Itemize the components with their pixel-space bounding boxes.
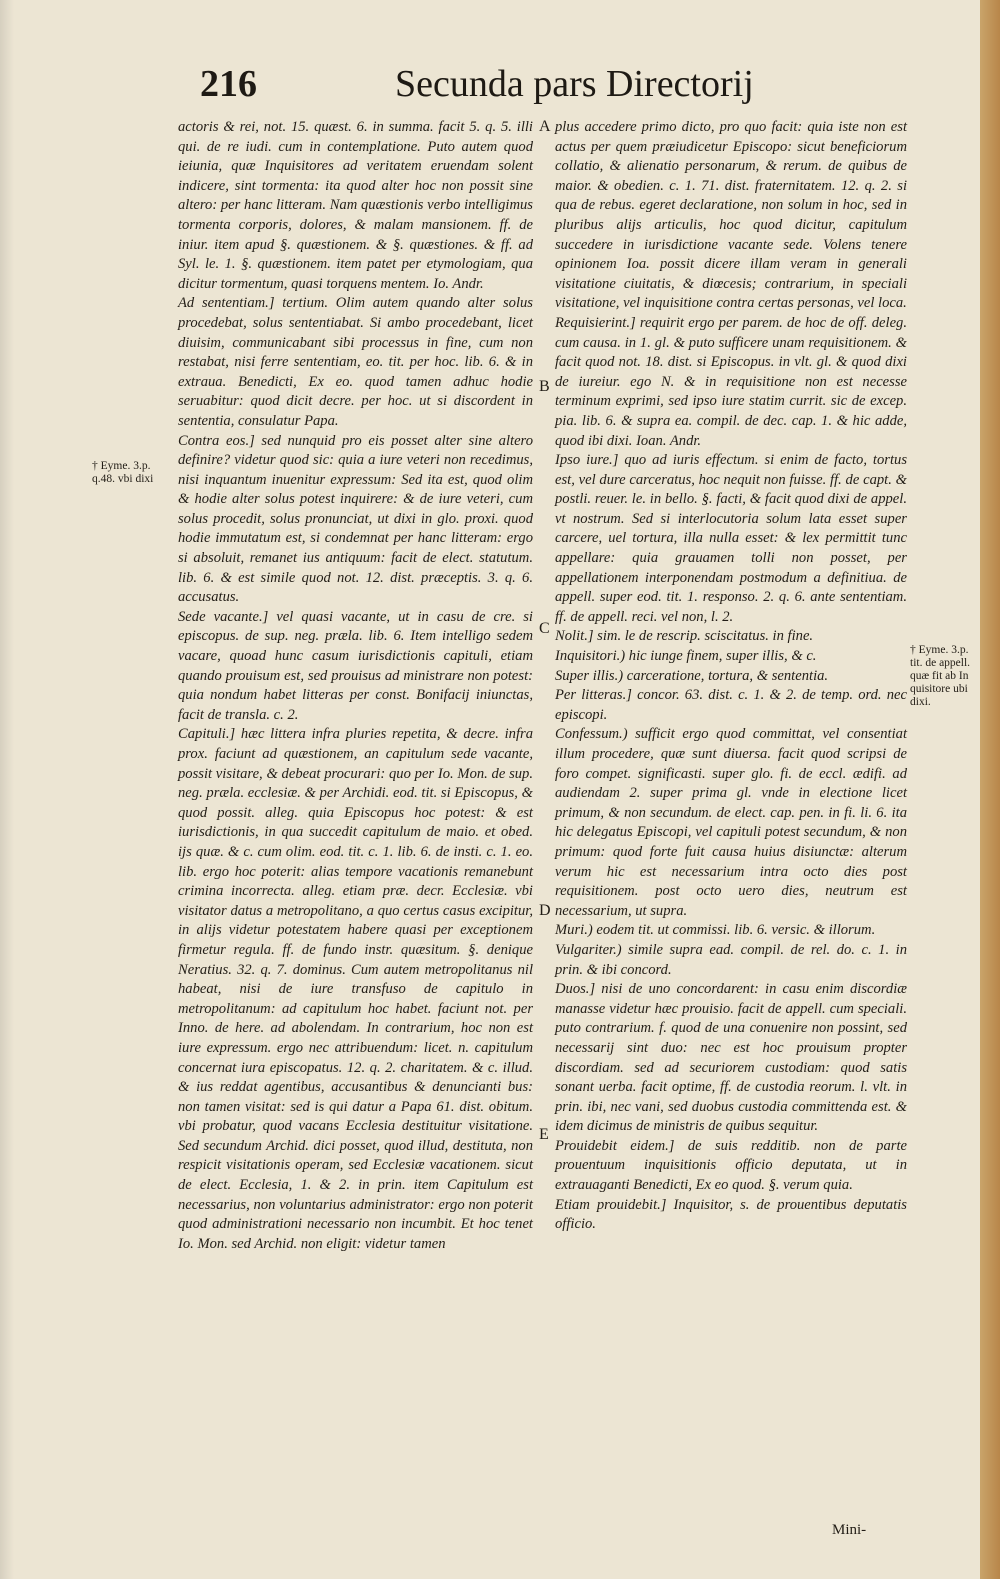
right-margin-note: † Eyme. 3.p. tit. de appell. quæ fit ab In quisitore ubi dixi. (910, 644, 971, 708)
left-paragraph: Contra eos.] sed nunquid pro eis posset alter sine altero definire? videtur quod sic: quia a iure veteri non recedimus, nisi inquantum inuenitur expressum: Sed ita est, quod olim & hodie alter solus potest inquirere: & de iure veteri, cum solus procedit, solus pronunciat, ut dixi in glo. proxi. quod hodie immutatum est, si condemnat per hanc litteram: ergo si absoluit, remanet ius antiquum: facit de elect. statutum. lib. 6. & est simile quod not. 12. dist. præceptis. 3. q. 6. accusatus. (178, 432, 533, 606)
right-paragraph: Etiam prouidebit.] Inquisitor, s. de prouentibus deputatis officio. (555, 1196, 907, 1233)
section-letter-b: B (539, 378, 550, 395)
catchword: Mini- (832, 1522, 867, 1538)
right-paragraph: Ipso iure.] quo ad iuris effectum. si enim de facto, tortus est, vel dure carceratus, hoc nequit non fuisse. ff. de capt. & postli. reuer. le. in bello. §. facti, & facit quod dixi de appel. vt nostrum. Sed si interlocutoria solum lata esset super carcere, uel tortura, illa nulla esset: & lex permittit tunc appellare: quia grauamen tolli non posset, per appellationem interponendam postmodum a definitiua. de appell. super eod. tit. 1. responso. 2. q. 6. ante sententiam. ff. de appell. reci. vel non, l. 2. (555, 452, 907, 625)
right-column (555, 118, 907, 1235)
left-column (178, 118, 533, 1254)
right-paragraph: Super illis.) carceratione, tortura, & sententia. (555, 667, 829, 684)
section-letter-c: C (539, 620, 550, 637)
running-title: Secunda pars Directorij (395, 63, 754, 105)
right-paragraph: Duos.] nisi de uno concordarent: in casu enim discordiæ manasse videtur hæc prouisio. facit de appell. cum speciali. puto contrarium. f. quod de una conuenire non possint, sed necessarij sint duo: nec est hoc prouisum propter discordiam. sed ad securiorem custodiam: quod satis sonant uerba. facit optime, ff. de custodia reorum. l. vlt. in prin. ibi, nec vani, sed duobus custodia committenda est. & idem dicimus de ministris de quibus sequitur. (555, 981, 907, 1135)
section-letter-a: A (539, 118, 551, 135)
right-paragraph: Confessum.) sufficit ergo quod committat, vel consentiat illum procedere, quæ sunt diuersa. facit quod scripsi de foro compet. significasti. super glo. fi. de eccl. ædifi. ad audiendam 2. super prima gl. vnde in electione licet primum, & non secundum. de elect. cap. pen. in fi. li. 6. ita hic delegatus Episcopi, vel capituli potest secundum, & non primum: quod forte fuit causa huius disiunctæ: alterum verum hic est necessarium intra octo dies post requisitionem. post octo uero dies, neutrum est necessarium, ut supra. (555, 726, 907, 919)
right-paragraph: Prouidebit eidem.] de suis redditib. non de parte prouentuum inquisitionis officio deputata, ut in extrauaganti Benedicti, Ex eo quod. §. verum quia. (555, 1137, 907, 1194)
left-paragraph: actoris & rei, not. 15. quæst. 6. in summa. facit 5. q. 5. illi qui. de re iudi. cum in contemplatione. Puto autem quod ieiunia, quæ Inquisitores ad veritatem eruendam solent indicere, sint tormenta: ita quod alter hoc non possit sine altero: per hanc litteram. Nam quæstionis verbo intelligimus tormenta corporis, dolores, & malam mansionem. ff. de iniur. item apud §. quæstionem. & §. quæstiones. & ff. ad Syl. le. 1. §. quæstionem. item patet per etymologiam, qua dicitur tormentum, quasi torquens mentem. Io. Andr. (178, 119, 533, 292)
right-paragraph: plus accedere primo dicto, pro quo facit: quia iste non est actus per quem præiudicetur Episcopo: sicut beneficiorum collatio, & alienatio personarum, & rerum. de quibus de maior. & obedien. c. 1. 71. dist. fraternitatem. 12. q. 2. si qua de rebus. egeret declaratione, non solum in hoc, sed in pluribus alijs articulis, hoc quod dicitur, capitulum succedere in iurisdictione vacante sede. Volens tenere opinionem Ioa. possit dicere illam veram in generali visitatione ciuitatis, & diœcesis; contrarium, in speciali visitatione, vel inquisitione contra certas personas, vel loca. (555, 119, 907, 312)
right-paragraph: Inquisitori.) hic iunge finem, super illis, & c. (555, 648, 817, 665)
right-paragraph: Nolit.] sim. le de rescrip. sciscitatus. in fine. (555, 628, 814, 645)
left-paragraph: Ad sententiam.] tertium. Olim autem quando alter solus procedebat, solus sententiabat. Si ambo procedebant, licet diuisim, communicabant sibi processus in fine, cum non restabat, nisi ferre sententiam, eo. tit. per hoc. lib. 6. & in extraua. Benedicti, Ex eo. quod tamen adhuc hodie seruabitur: quod dicit decre. per hoc. ut si discordent in sententia, consulatur Papa. (178, 295, 533, 429)
right-paragraph: Requisierint.] requirit ergo per parem. de hoc de off. deleg. cum causa. in 1. gl. & puto sufficere unam requisitionem. & facit quod not. 18. dist. si Episcopus. in vlt. gl. & quod dixi de iureiur. ego N. & in requisitione non est necesse terminum exprimi, sed ipso iure statim currit. sic de excep. pia. lib. 6. & supra ea. compil. de dec. cap. 1. & hic adde, quod ibi dixi. Ioan. Andr. (555, 314, 907, 449)
left-paragraph: Capituli.] hæc littera infra pluries repetita, & decre. infra prox. faciunt ad quæstionem, an capitulum sede vacante, possit visitare, & debeat procurari: quo per Io. Mon. de sup. neg. præla. ecclesiæ. & per Archidi. eod. tit. si Episcopus, & quod possit. alleg. quia Episcopus hoc potest: & est iurisdictionis, in qua succedit capitulum de maio. et obed. ijs quæ. & c. cum olim. eod. tit. c. 1. lib. 6. de insti. c. 1. eo. lib. ergo hoc poterit: alias tempore vacationis remanebunt crimina incorrecta. alleg. etiam præ. decr. Ecclesiæ. vbi visitator datus a metropolitano, a quo certus casus excipitur, in alijs videtur potestatem habere quasi per exceptionem firmetur regula. ff. de fundo instr. quæsitum. §. denique Neratius. 32. q. 7. dominus. Cum autem metropolitanus nil habeat, nisi de iure transfuso de capitulo in metropolitanum: ad capitulum hoc habet. faciunt not. per Inno. de here. ad abolendam. In contrarium, hoc non est iure expressum. ergo nec attribuendum: licet. n. capitulum concernat iura episcopatus. 12. q. 2. charitatem. & c. illud. & ius reddat agentibus, accusantibus & denuncianti bus: non tamen visitat: sed is qui datur a Papa 61. dist. obitum. vbi probatur, quod vacans Ecclesia destituitur visitatione. Sed secundum Archid. dici posset, quod illud, destituta, non respicit visitationis operam, sed Ecclesiæ vacationem. sicut de elect. Ecclesia, 1. & 2. in prin. item Capitulum est necessarius, non voluntarius administrator: ergo non poterit quod administrationi necessario non incumbit. Et hoc tenet Io. Mon. sed Archid. non eligit: videtur tamen (178, 726, 533, 1252)
left-margin-note: † Eyme. 3.p. q.48. vbi dixi (92, 460, 154, 485)
page-left-edge (0, 0, 14, 1579)
right-paragraph: Vulgariter.) simile supra ead. compil. de rel. do. c. 1. in prin. & ibi concord. (555, 941, 907, 978)
right-paragraph: Muri.) eodem tit. ut commissi. lib. 6. versic. & illorum. (555, 922, 876, 939)
page-number: 216 (200, 63, 257, 105)
section-letter-d: D (539, 902, 551, 919)
left-paragraph: Sede vacante.] vel quasi vacante, ut in casu de cre. si episcopus. de sup. neg. præla. lib. 6. Item intelligo sedem vacare, quoad hunc casum iurisdictionis capituli, etiam quando prouisum est, sed prouisus ad ministrare non potest: quia nondum habet litteras per const. Bonifacij iniunctas, facit de transla. c. 2. (178, 608, 533, 723)
right-paragraph: Per litteras.] concor. 63. dist. c. 1. & 2. de temp. ord. nec episcopi. (555, 687, 907, 723)
section-letter-e: E (539, 1126, 549, 1143)
page-gutter (980, 0, 1000, 1579)
